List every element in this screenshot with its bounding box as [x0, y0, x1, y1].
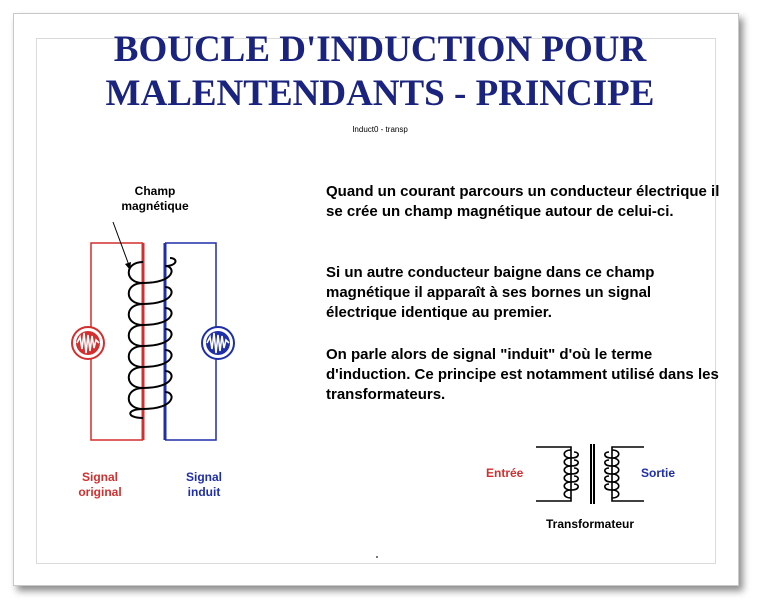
slide-subtitle: Induct0 - transp — [352, 125, 408, 134]
original-signal-source-icon — [72, 327, 104, 359]
paragraph-3: On parle alors de signal "induit" d'où le terme d'induction. Ce principe est notamment utilisé dans les transformateurs. — [326, 346, 719, 403]
original-signal-label-line-2: original — [78, 485, 122, 499]
slide-dot — [376, 556, 378, 558]
paragraph-1: Quand un courant parcours un conducteur électrique il se crée un champ magnétique autour de celui-ci. — [326, 183, 720, 220]
transformer-output-label: Sortie — [641, 466, 676, 480]
induced-signal-source-icon — [202, 327, 234, 359]
title-line-2: MALENTENDANTS - PRINCIPE — [105, 73, 655, 114]
paragraph-2: Si un autre conducteur baigne dans ce champ magnétique il apparaît à ses bornes un signal électrique identique au premier. — [326, 264, 655, 321]
original-signal-label — [60, 470, 140, 500]
magnetic-field-label — [100, 184, 210, 214]
magnetic-field-label-line-1: Champ — [134, 184, 176, 198]
induced-signal-label-line-1: Signal — [185, 470, 222, 484]
magnetic-field-label-line-2: magnétique — [121, 199, 189, 213]
transformer-caption: Transformateur — [545, 517, 635, 531]
title-line-1: BOUCLE D'INDUCTION POUR — [113, 29, 647, 70]
original-signal-label-line-1: Signal — [81, 470, 118, 484]
induced-signal-label — [164, 470, 244, 500]
transformer-input-label: Entrée — [486, 466, 524, 480]
field-pointer — [113, 222, 130, 268]
induced-signal-label-line-2: induit — [187, 485, 221, 499]
transformer-icon — [536, 444, 644, 504]
